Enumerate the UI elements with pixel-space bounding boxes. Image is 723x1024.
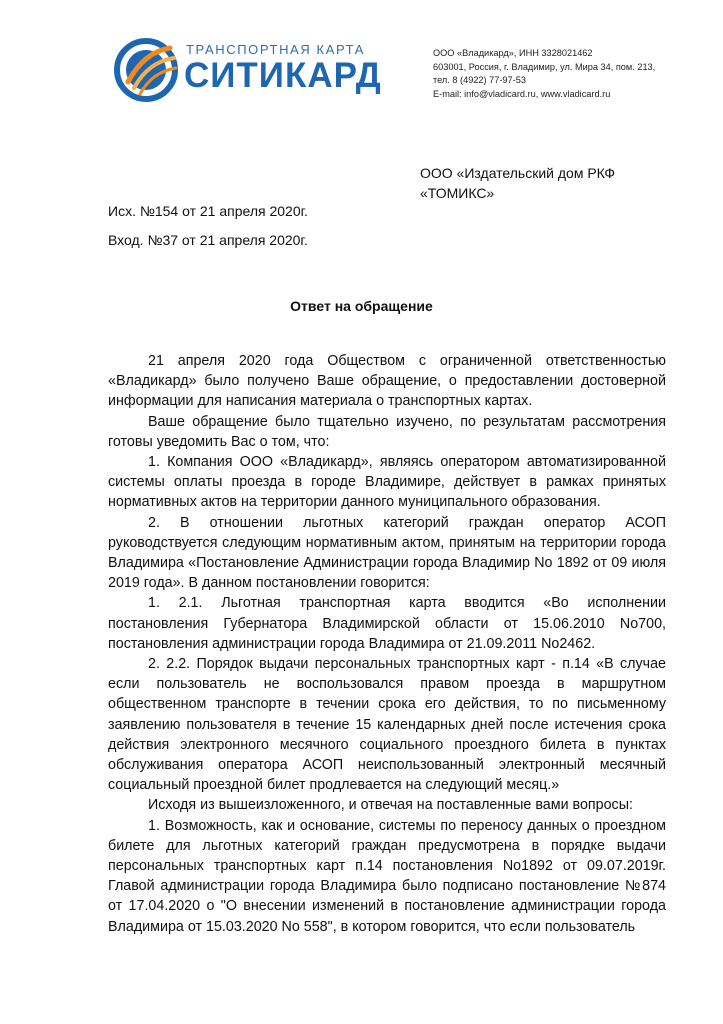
letter-body: [108, 351, 666, 937]
paragraph: 21 апреля 2020 года Обществом с ограниченной ответственностью «Владикард» было получено Ваше обращение, о предоставлении достоверной информации для написания материала о транспортных картах.: [108, 353, 666, 410]
contact-line: 603001, Россия, г. Владимир, ул. Мира 34, пом. 213,: [433, 61, 656, 72]
incoming-reference: Вход. №37 от 21 апреля 2020г.: [108, 232, 308, 248]
paragraph: Исходя из вышеизложенного, и отвечая на поставленные вами вопросы:: [148, 797, 633, 814]
brand-name: СИТИКАРД: [184, 56, 382, 95]
document-title: Ответ на обращение: [290, 298, 433, 314]
list-item: 1. Компания ООО «Владикард», являясь оператором автоматизированной системы оплаты проезда в городе Владимире, действует в рамках принятых нормативных актов на территории данного муниципального образования.: [108, 454, 666, 511]
contact-line: ООО «Владикард», ИНН 3328021462: [433, 48, 593, 58]
recipient-line: «ТОМИКС»: [420, 185, 495, 201]
list-item: 2. В отношении льготных категорий граждан оператор АСОП руководствуется следующим нормативным актом, принятым на территории города Владимира «Постановление Администрации города Владимир No 1892 от 09 июля 2019 года». В данном постановлении говорится:: [108, 514, 666, 592]
company-logo: [114, 38, 404, 102]
logo-emblem-icon: [114, 38, 178, 102]
paragraph: Ваше обращение было тщательно изучено, по результатам рассмотрения готовы уведомить Вас о том, что:: [108, 413, 666, 450]
contact-line: E-mail: info@vladicard.ru, www.vladicard.ru: [433, 88, 611, 99]
list-item: 1. 2.1. Льготная транспортная карта вводится «Во исполнении постановления Губернатора Владимирской области от 15.06.2010 No700, постановления администрации города Владимира от 21.09.2011 No2462.: [108, 595, 666, 652]
recipient-line: ООО «Издательский дом РКФ: [420, 165, 615, 181]
paragraph: 1. Возможность, как и основание, системы по переносу данных о проездном билете для льготных категорий граждан предусмотрена в порядке выдачи персональных транспортных карт п.14 постановления No1892 от 09.07.2019г. Главой администрации города Владимира было подписано постановление №874 от 17.04.2020 о "О внесении изменений в постановление администрации города Владимира от 15.03.2020 No 558", в котором говорится, что если пользователь: [108, 817, 666, 935]
brand-tagline: ТРАНСПОРТНАЯ КАРТА: [186, 42, 366, 57]
recipient-block: [420, 163, 615, 203]
company-contacts: [433, 47, 655, 101]
list-item: 2. 2.2. Порядок выдачи персональных транспортных карт - п.14 «В случае если пользователь не воспользовался правом проезда в маршрутном общественном транспорте в течении срока его действия, то по письменному заявлению пользователя в течение 15 календарных дней после истечения срока действия электронного месячного социального проездного билета в пунктах обслуживания оператора АСОП неиспользованный электронный месячный социальный проездной билет продлевается на следующий месяц.»: [108, 656, 666, 794]
contact-line: тел. 8 (4922) 77-97-53: [433, 75, 526, 85]
outgoing-reference: Исх. №154 от 21 апреля 2020г.: [108, 203, 308, 219]
